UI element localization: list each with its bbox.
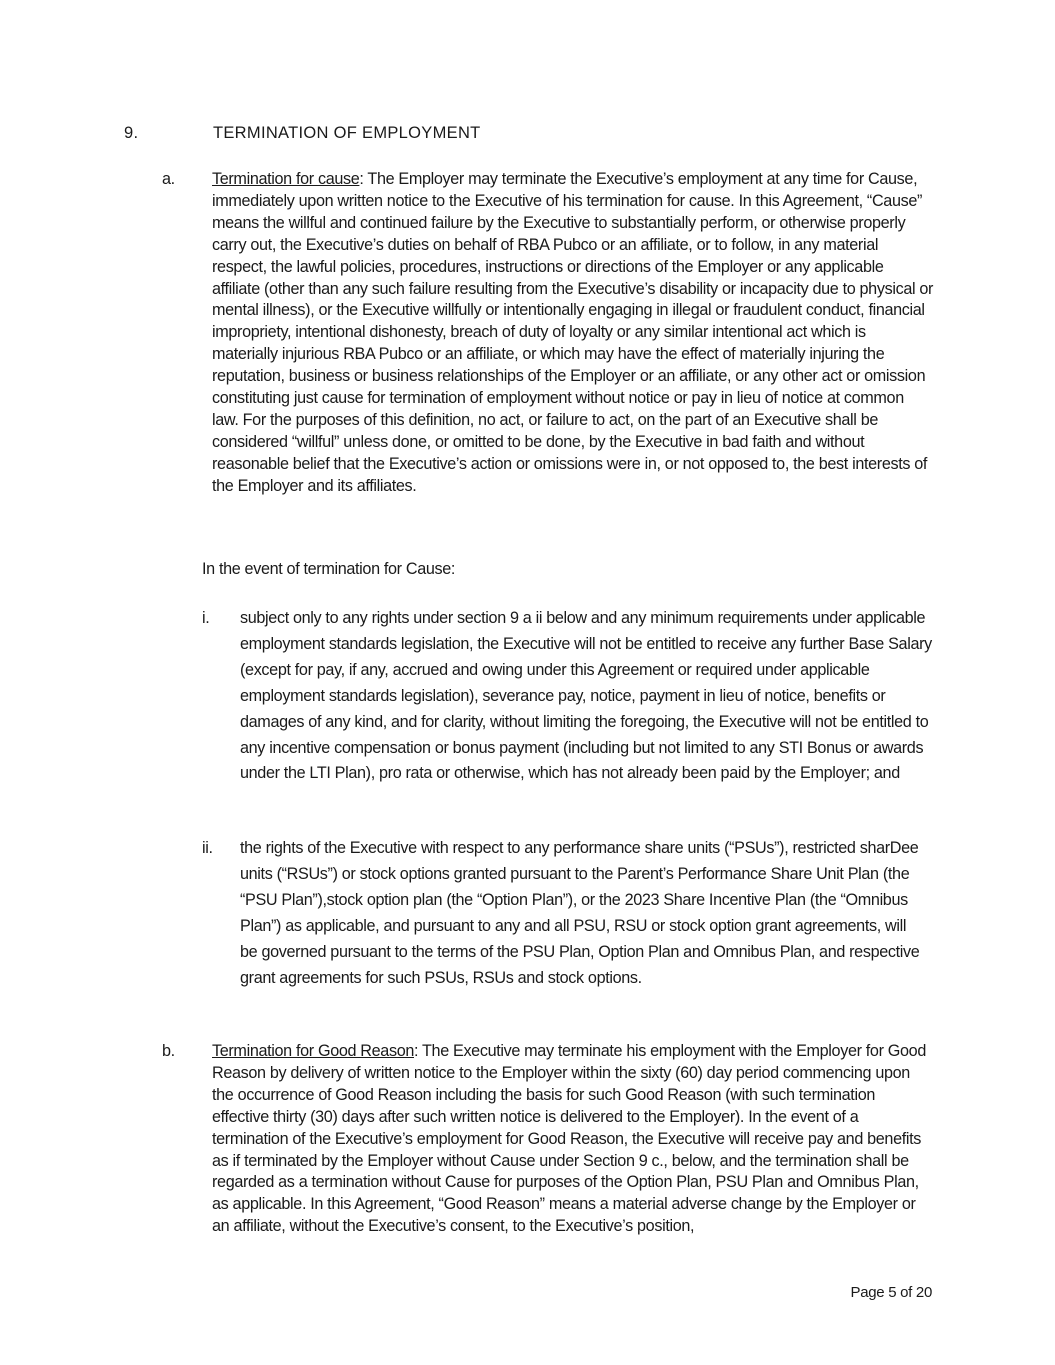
clause-b-text: : The Executive may terminate his employment with the Employer for Good Reason by delivery of written notice to the Employer within the sixty (60) day period commencing upon the occurrence of Good Reason including the basis for such Good Reason (with such termination effective thirty (30) days after such written notice is delivered to the Employer). In the event of a termination of the Executive’s employment for Good Reason, the Executive will receive pay and benefits as if terminated by the Employer without Cause under Section 9 c., below, and the termination shall be regarded as a termination without Cause for purposes of the Option Plan, PSU Plan and Omnibus Plan, as applicable. In this Agreement, “Good Reason” means a material adverse change by the Employer or an affiliate, without the Executive’s consent, to the Executive’s position, [212,1042,926,1236]
clause-a-body [212,169,934,498]
section-title: TERMINATION OF EMPLOYMENT [213,124,481,142]
subclause-i-label: i. [202,609,210,627]
clause-b-label: b. [162,1042,175,1060]
clause-a-heading: Termination for cause [212,170,360,188]
clause-a-label: a. [162,170,175,188]
subclause-ii-label: ii. [202,839,213,857]
clause-b-body [212,1041,934,1238]
subclause-i-text: subject only to any rights under section 9 a ii below and any minimum requirements under applicable employment standards legislation, the Executive will not be entitled to receive any further Base Salary (except for pay, if any, accrued and owing under this Agreement or required under applicable employment standards legislation), severance pay, notice, payment in lieu of notice, benefits or damages of any kind, and for clarity, without limiting the foregoing, the Executive will not be entitled to any incentive compensation or bonus payment (including but not limited to any STI Bonus or awards under the LTI Plan), pro rata or otherwise, which has not already been paid by the Employer; and [240,609,932,783]
clause-b-heading: Termination for Good Reason [212,1042,414,1060]
clause-a-text: : The Employer may terminate the Executive’s employment at any time for Cause, immediately upon written notice to the Executive of his termination for cause. In this Agreement, “Cause” means the willful and continued failure by the Executive to substantially perform, or otherwise properly carry out, the Executive’s duties on behalf of RBA Pubco or an affiliate, or to follow, in any material respect, the lawful policies, procedures, instructions or directions of the Employer or any applicable affiliate (other than any such failure resulting from the Executive’s disability or incapacity due to physical or mental illness), or the Executive willfully or intentionally engaging in illegal or fraudulent conduct, financial impropriety, intentional dishonesty, breach of duty of loyalty or any similar intentional act which is materially injurious RBA Pubco or an affiliate, or which may have the effect of materially injuring the reputation, business or business relationships of the Employer or an affiliate, or any other act or omission constituting just cause for termination of employment without notice or pay in lieu of notice at common law. For the purposes of this definition, no act, or failure to act, on the part of an Executive shall be considered “willful” unless done, or omitted to be done, by the Executive in bad faith and without reasonable belief that the Executive’s action or omissions were in, or not opposed to, the best interests of the Employer and its affiliates. [212,170,934,495]
event-line: In the event of termination for Cause: [202,560,456,578]
section-number: 9. [124,124,139,142]
subclause-ii-text: the rights of the Executive with respect to any performance share units (“PSUs”), restricted sharDee units (“RSUs”) or stock options granted pursuant to the Parent’s Performance Share Unit Plan (the “PSU Plan”),stock option plan (the “Option Plan”), or the 2023 Share Incentive Plan (the “Omnibus Plan”) as applicable, and pursuant to any and all PSU, RSU or stock option grant agreements, will be governed pursuant to the terms of the PSU Plan, Option Plan and Omnibus Plan, and respective grant agreements for such PSUs, RSUs and stock options. [240,839,920,987]
page-number: Page 5 of 20 [850,1284,932,1301]
